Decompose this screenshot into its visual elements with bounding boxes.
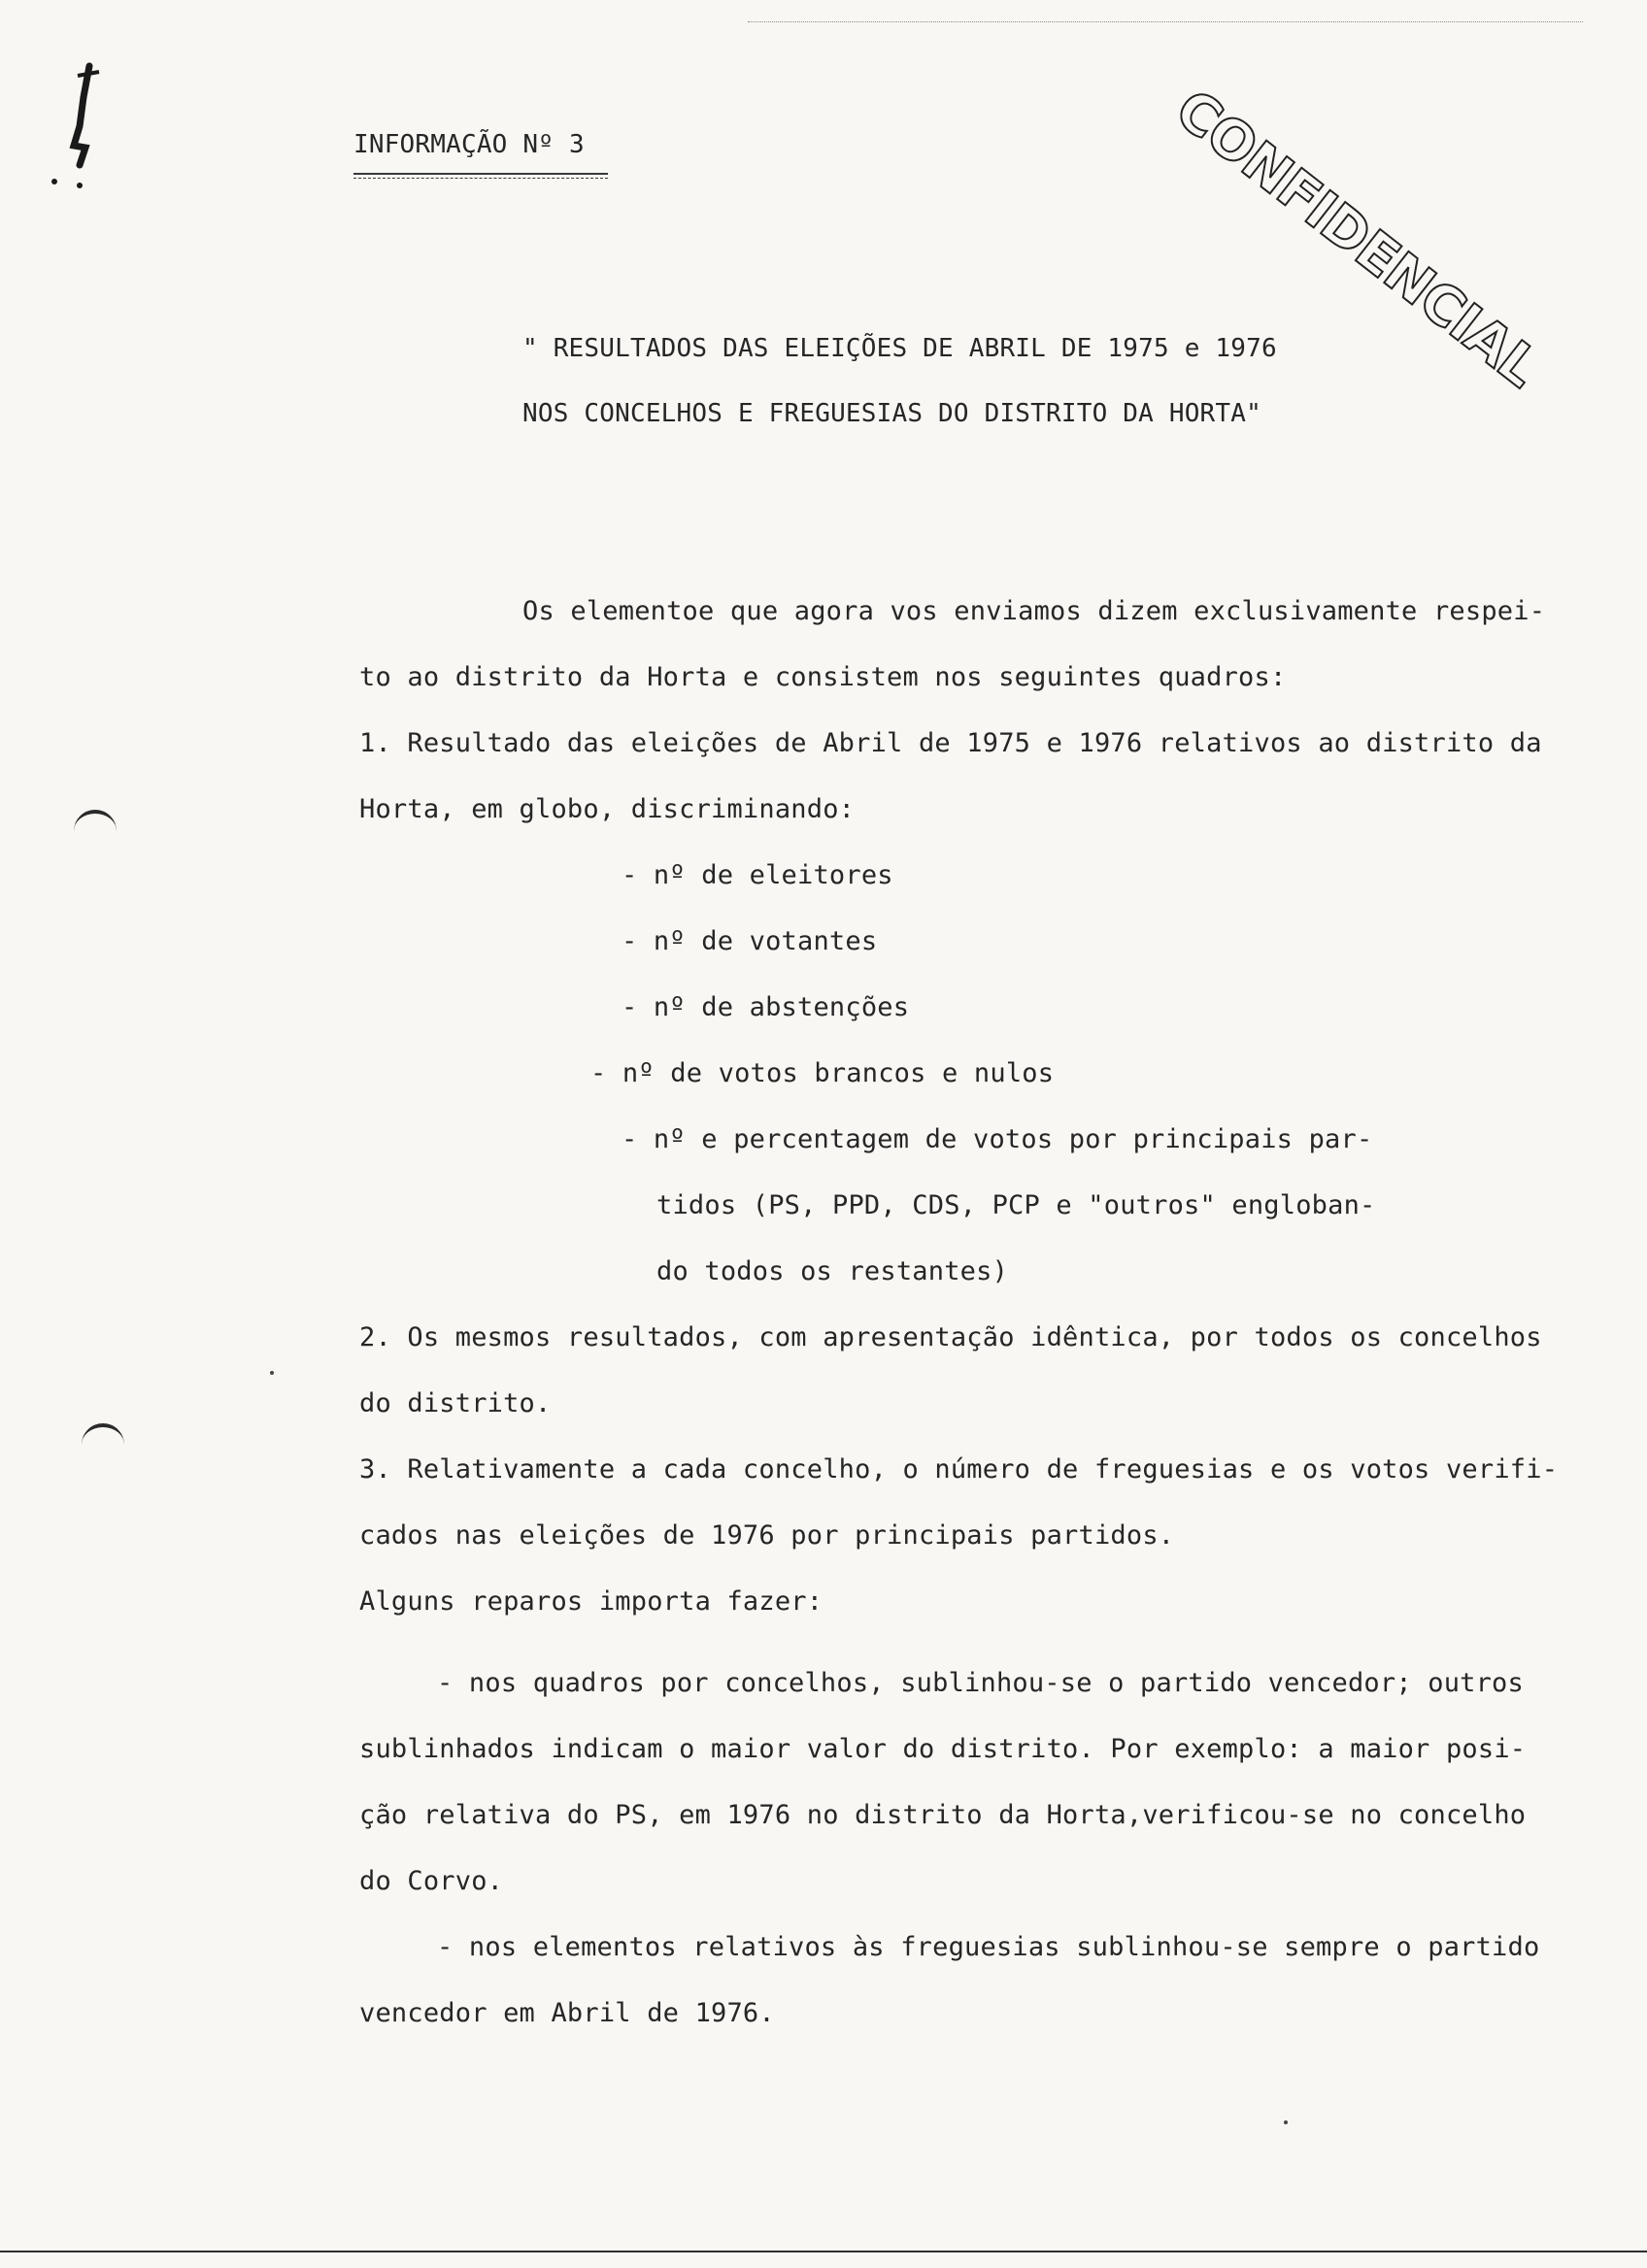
- list-item-continuation: do todos os restantes): [656, 1256, 1009, 1286]
- scan-speck: [1284, 2120, 1288, 2124]
- note-1-line-4: do Corvo.: [359, 1866, 504, 1896]
- header-underline: [353, 173, 608, 179]
- item-2-line-2: do distrito.: [359, 1388, 552, 1418]
- list-item-continuation: tidos (PS, PPD, CDS, PCP e "outros" engloban-: [656, 1190, 1376, 1220]
- document-header: INFORMAÇÃO Nº 3: [353, 130, 585, 159]
- top-edge-dots: [748, 21, 1583, 22]
- handwritten-margin-mark: [50, 58, 109, 204]
- item-1-line-1: 1. Resultado das eleições de Abril de 1975 e 1976 relativos ao distrito da: [359, 728, 1542, 758]
- item-2-line-1: 2. Os mesmos resultados, com apresentação idêntica, por todos os concelhos: [359, 1322, 1542, 1352]
- bottom-edge-line: [0, 2251, 1647, 2252]
- confidential-stamp: CONFIDENCIAL: [1162, 78, 1551, 400]
- title-line-1: " RESULTADOS DAS ELEIÇÕES DE ABRIL DE 1975 e 1976: [522, 334, 1277, 363]
- list-item: - nº de eleitores: [622, 860, 893, 890]
- note-1-line-1: - nos quadros por concelhos, sublinhou-se o partido vencedor; outros: [437, 1668, 1524, 1698]
- list-item: - nº de votantes: [622, 926, 878, 956]
- paragraph-1-line-1: Os elementoe que agora vos enviamos dizem exclusivamente respei-: [522, 596, 1546, 626]
- paragraph-1-line-2: to ao distrito da Horta e consistem nos seguintes quadros:: [359, 662, 1287, 692]
- note-2-line-2: vencedor em Abril de 1976.: [359, 1998, 775, 2028]
- title-line-2: NOS CONCELHOS E FREGUESIAS DO DISTRITO DA HORTA": [522, 399, 1261, 428]
- item-1-line-2: Horta, em globo, discriminando:: [359, 794, 856, 824]
- note-2-line-1: - nos elementos relativos às freguesias sublinhou-se sempre o partido: [437, 1932, 1540, 1962]
- binder-hole-mark: [74, 810, 117, 852]
- note-1-line-3: ção relativa do PS, em 1976 no distrito da Horta,verificou-se no concelho: [359, 1800, 1527, 1830]
- list-item: - nº de votos brancos e nulos: [590, 1058, 1055, 1088]
- note-1-line-2: sublinhados indicam o maior valor do distrito. Por exemplo: a maior posi-: [359, 1734, 1527, 1764]
- list-item: - nº de abstenções: [622, 992, 910, 1022]
- binder-hole-mark: [82, 1423, 124, 1466]
- item-3-line-2: cados nas eleições de 1976 por principais partidos.: [359, 1520, 1175, 1551]
- notes-intro: Alguns reparos importa fazer:: [359, 1586, 824, 1617]
- list-item: - nº e percentagem de votos por principais par-: [622, 1124, 1373, 1154]
- scan-speck: [270, 1371, 274, 1375]
- item-3-line-1: 3. Relativamente a cada concelho, o número de freguesias e os votos verifi-: [359, 1454, 1559, 1484]
